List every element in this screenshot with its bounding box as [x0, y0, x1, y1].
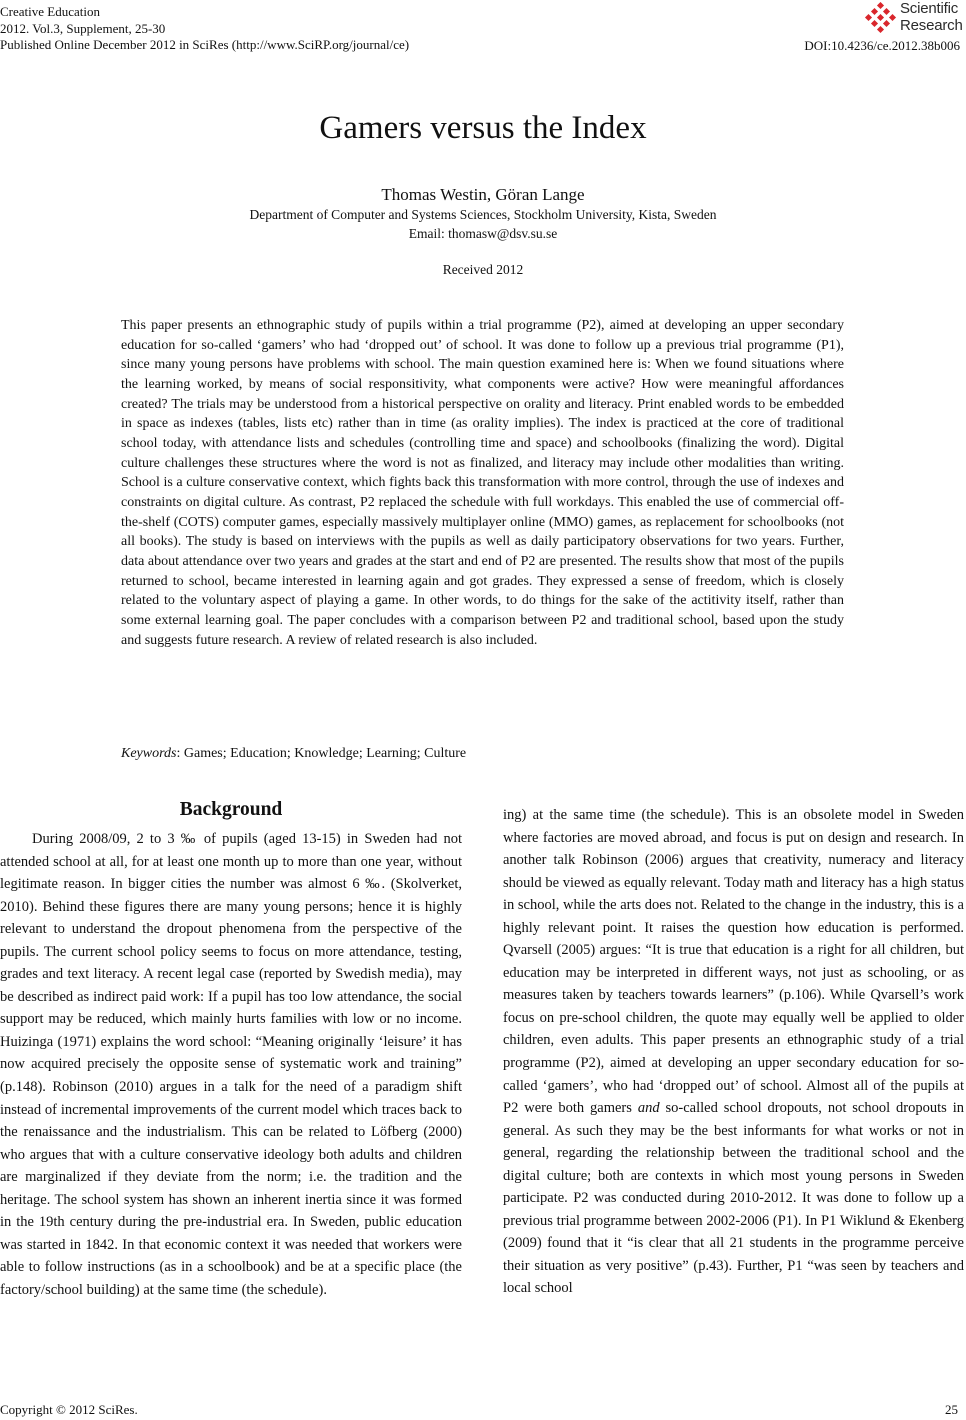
- left-column: [0, 797, 462, 1301]
- logo-line-2: Research: [900, 17, 963, 34]
- doi: DOI:10.4236/ce.2012.38b006: [804, 38, 960, 53]
- copyright: Copyright © 2012 SciRes.: [0, 1402, 138, 1417]
- journal-name: Creative Education: [0, 4, 100, 19]
- received-date: Received 2012: [442, 262, 524, 277]
- logo-line-1: Scientific: [900, 0, 959, 17]
- logo-diamond-icon: [864, 2, 898, 36]
- journal-volume: 2012. Vol.3, Supplement, 25-30: [0, 20, 166, 36]
- affiliation: Department of Computer and Systems Sciences, Stockholm University, Kista, Sweden: [249, 207, 717, 222]
- abstract: This paper presents an ethnographic study of pupils within a trial programme (P2), aimed at developing an upper secondary education for so-called ‘gamers’ who had ‘dropped out’ of school. It was done to follow up a previous trial programme (P1), since many young persons have problems with school. The main question examined here is: When we found situations where the learning worked, by means of social responsitivity, what components were active? How were meaningful affordances created? The trials may be understood from a historical perspective on orality and literacy. Print enabled words to be embedded in space as indexes (tables, lists etc) rather than in time (as orality implies). The index is practiced at the core of traditional school today, with attendance lists and schedules (controlling time and space) and schoolbooks (finalizing the word). Digital culture challenges these structures where the word is not as finalized, and literacy may include other modalities than writing. School is a culture conservative context, which fights back this transformation with more control, through the use of indexes and constraints on digital culture. As contrast, P2 replaced the schedule with full workdays. This enabled the use of commercial off-the-shelf (COTS) computer games, especially massively multiplayer online (MMO) games, as replacement for schoolbooks (not all books). The study is based on interviews with the pupils as well as daily participatory observations for two years. Further, data about attendance over two years and grades at the start and end of P2 are presented. The results show that most of the pupils returned to school, became interested in learning again and got grades. They expressed a sense of freedom, which is closely related to the voluntary aspect of playing a game. In other words, to do things for the sake of the actitivity itself, rather than some external learning goal. The paper concludes with a comparison between P2 and traditional school, based upon the study and suggests future research. A review of related research is also included.: [121, 318, 844, 648]
- authors: Thomas Westin, Göran Lange: [381, 185, 585, 204]
- right-column-paragraph: [503, 804, 964, 1300]
- left-column-paragraph: During 2008/09, 2 to 3 ‰ of pupils (aged 13-15) in Sweden had not attended school at all, for at least one month up to more than one year, without legitimate reason. In bigger cities the number was almost 6 ‰. (Skolverket, 2010). Behind these figures there are many young persons; hence it is highly relevant to understand the dropout phenomena from the perspective of the pupils. The current school policy seems to focus on more attendance, testing, grades and text literacy. A recent legal case (reported by Swedish media), may be described as indirect paid work: If a pupil has too low attendance, the social support may be reduced, which mainly hurts families with low or no income. Huizinga (1971) explains the word school: “Meaning originally ‘leisure’ it has now acquired precisely the opposite sense of systematic work and training” (p.148). Robinson (2010) argues in a talk for the need of a paradigm shift instead of incremental improvements of the current model which traces back to the renaissance and the industrialism. This can be related to Löfberg (2000) who argues that with a culture conservative ideology both adults and children are marginalized if they deviate from the norm; i.e. the tradition and the heritage. The school system has shown an inherent inertia since it was formed in the 19th century during the pre-industrial era. In Sweden, public education was started in 1842. In that economic context it was needed that workers were able to follow instructions (as in a schoolbook) and be at a specific place (the factory/school building) at the same time (the schedule).: [0, 831, 462, 1298]
- scientific-research-logo: [864, 0, 964, 38]
- page-number: 25: [945, 1402, 958, 1417]
- right-text-italic: and: [637, 1100, 660, 1117]
- keywords-label: Keywords: [121, 746, 177, 761]
- right-text-part-1: ing) at the same time (the schedule). This is an obsolete model in Sweden where factories are moved abroad, and focus is put on design and research. In another talk Robinson (2006) argues that creativity, numeracy and literacy should be viewed as equally relevant. Today math and literacy has a high status in school, while the arts does not. Related to the change in the industry, this is a highly relevant point. It raises the question how education is performed. Qvarsell (2005) argues: “It is true that education is a right for all children, but education may be interpreted in different ways, not just as schooling, or as measures taken by teachers towards learners” (p.106). While Qvarsell’s work focus on pre-school children, the quote may equally well be applied to older children, even adults. This paper presents an ethnographic study of a trial programme (P2), aimed at developing an upper secondary education for so-called ‘gamers’, who had ‘dropped out’ of school. Almost all of the pupils at P2 were both gamers: [503, 807, 964, 1117]
- publication-info: Published Online December 2012 in SciRes (http://www.SciRP.org/journal/ce): [0, 37, 410, 52]
- paper-title: Gamers versus the Index: [319, 110, 647, 146]
- journal-header: [0, 4, 409, 54]
- keywords: [121, 746, 466, 762]
- author-email: Email: thomasw@dsv.su.se: [408, 226, 558, 241]
- keywords-list: : Games; Education; Knowledge; Learning; Culture: [176, 746, 467, 761]
- section-heading: Background: [179, 799, 283, 820]
- right-text-part-2: so-called school dropouts, not school dropouts in general. As such they may be the best informants for what works or not in general, regarding the relationship between the traditional school and the digital culture; both are contexts in which most young persons in Sweden participate. P2 was conducted during 2010-2012. It was done to follow up a previous trial programme between 2002-2006 (P1). In P1 Wiklund & Ekenberg (2009) found that it “is clear that all 21 students in the programme perceive their situation as very positive” (p.43). Further, P1 “was seen by teachers and local school: [503, 1100, 965, 1297]
- right-column: [503, 804, 964, 1300]
- logo-text: [900, 0, 963, 34]
